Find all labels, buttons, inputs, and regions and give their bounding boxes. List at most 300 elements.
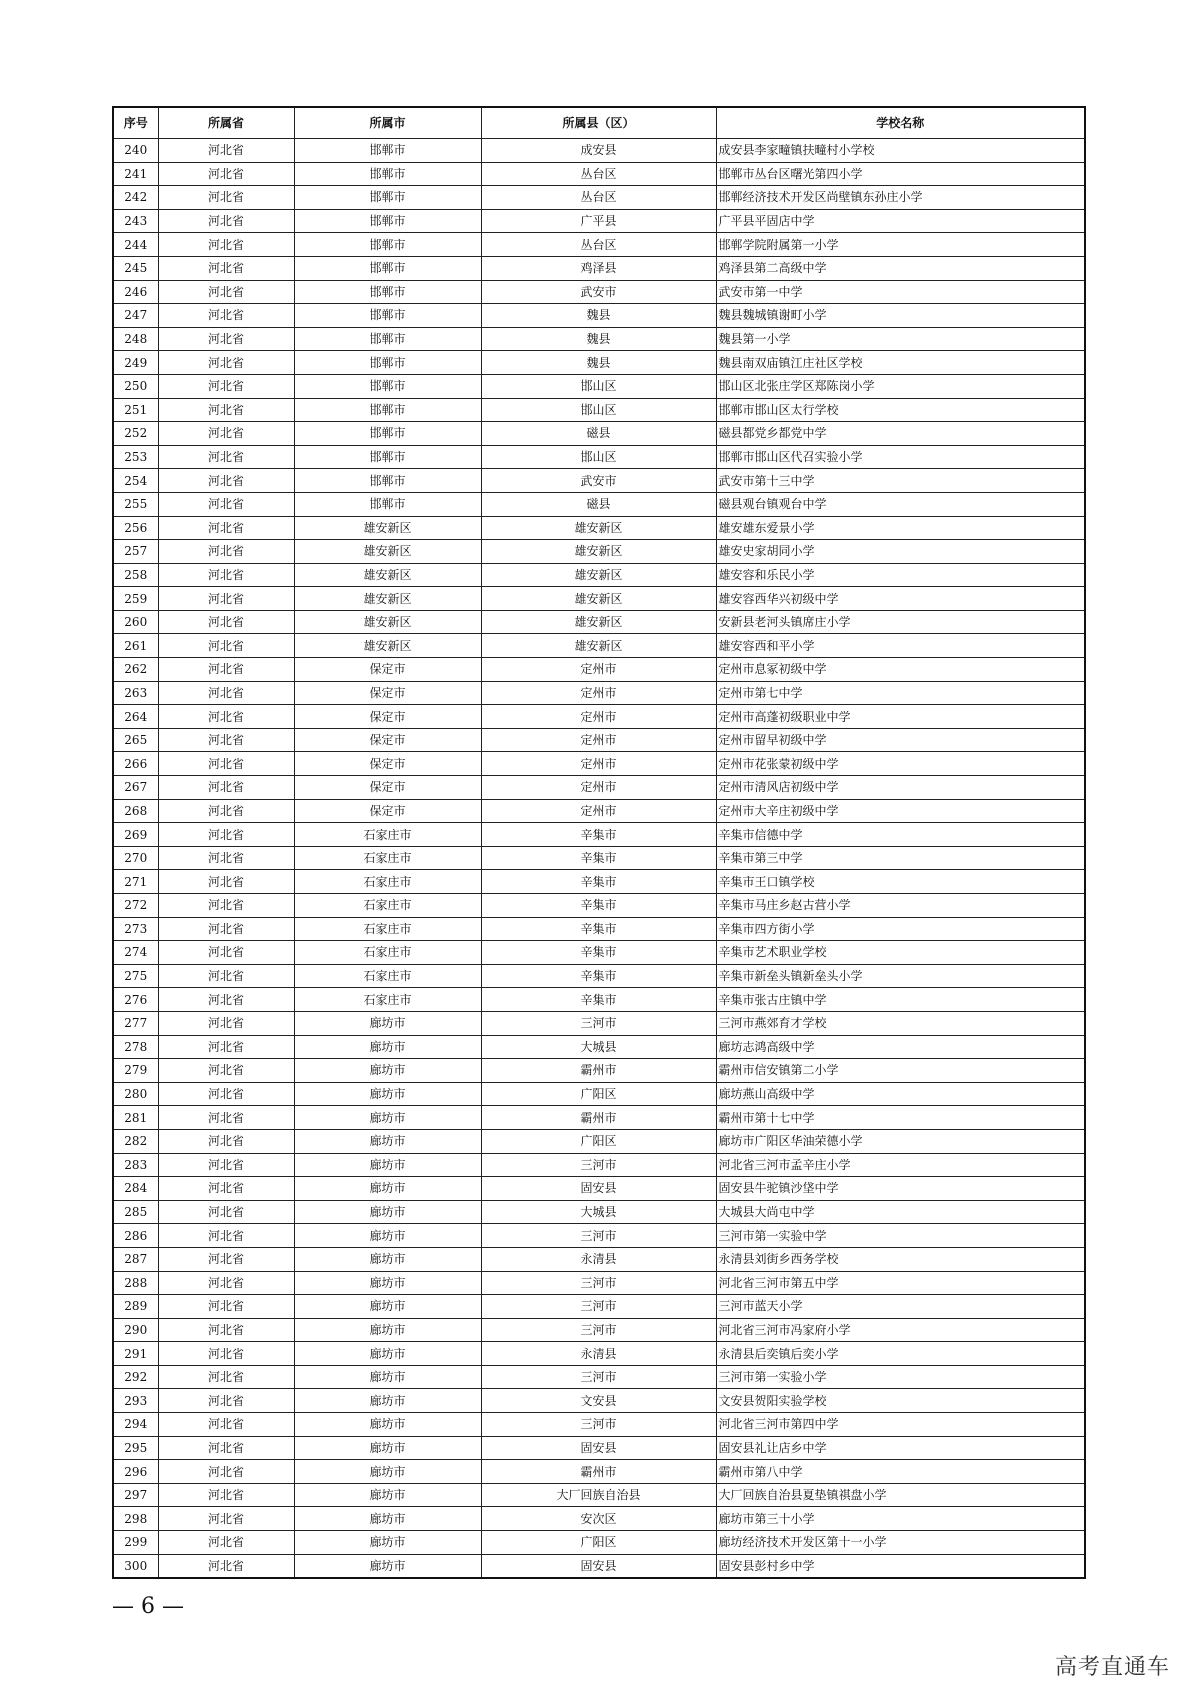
cell-school: 定州市清风店初级中学 (716, 776, 1085, 800)
cell-county: 磁县 (481, 422, 716, 446)
cell-index: 250 (113, 374, 158, 398)
header-county: 所属县（区） (481, 107, 716, 139)
cell-county: 雄安新区 (481, 634, 716, 658)
cell-county: 雄安新区 (481, 587, 716, 611)
cell-province: 河北省 (158, 988, 294, 1012)
cell-school: 魏县魏城镇谢町小学 (716, 304, 1085, 328)
cell-city: 保定市 (294, 681, 481, 705)
cell-index: 245 (113, 256, 158, 280)
cell-index: 270 (113, 846, 158, 870)
cell-province: 河北省 (158, 256, 294, 280)
cell-index: 253 (113, 445, 158, 469)
cell-county: 辛集市 (481, 870, 716, 894)
cell-county: 霸州市 (481, 1460, 716, 1484)
cell-county: 三河市 (481, 1011, 716, 1035)
cell-index: 283 (113, 1153, 158, 1177)
cell-school: 辛集市信德中学 (716, 823, 1085, 847)
cell-city: 廊坊市 (294, 1295, 481, 1319)
cell-county: 定州市 (481, 728, 716, 752)
cell-city: 保定市 (294, 752, 481, 776)
table-row (113, 492, 1085, 516)
table-row (113, 1011, 1085, 1035)
table-row (113, 917, 1085, 941)
cell-index: 268 (113, 799, 158, 823)
table-row (113, 1106, 1085, 1130)
cell-city: 邯郸市 (294, 162, 481, 186)
cell-school: 固安县彭村乡中学 (716, 1554, 1085, 1578)
cell-province: 河北省 (158, 634, 294, 658)
table-row (113, 1554, 1085, 1578)
cell-county: 大厂回族自治县 (481, 1483, 716, 1507)
cell-index: 241 (113, 162, 158, 186)
cell-province: 河北省 (158, 894, 294, 918)
table-row (113, 256, 1085, 280)
table-row (113, 823, 1085, 847)
table-row (113, 1035, 1085, 1059)
cell-city: 邯郸市 (294, 422, 481, 446)
cell-province: 河北省 (158, 327, 294, 351)
cell-province: 河北省 (158, 209, 294, 233)
cell-school: 辛集市新垒头镇新垒头小学 (716, 964, 1085, 988)
table-row (113, 587, 1085, 611)
cell-county: 定州市 (481, 658, 716, 682)
cell-city: 石家庄市 (294, 894, 481, 918)
cell-province: 河北省 (158, 1247, 294, 1271)
cell-school: 大厂回族自治县夏垫镇祺盘小学 (716, 1483, 1085, 1507)
cell-county: 三河市 (481, 1271, 716, 1295)
header-province: 所属省 (158, 107, 294, 139)
cell-city: 保定市 (294, 705, 481, 729)
cell-index: 260 (113, 610, 158, 634)
cell-index: 299 (113, 1531, 158, 1555)
cell-province: 河北省 (158, 799, 294, 823)
cell-school: 永清县后奕镇后奕小学 (716, 1342, 1085, 1366)
cell-province: 河北省 (158, 1129, 294, 1153)
cell-school: 三河市第一实验中学 (716, 1224, 1085, 1248)
cell-index: 276 (113, 988, 158, 1012)
cell-city: 廊坊市 (294, 1271, 481, 1295)
cell-city: 廊坊市 (294, 1059, 481, 1083)
cell-province: 河北省 (158, 1436, 294, 1460)
table-row (113, 351, 1085, 375)
cell-county: 霸州市 (481, 1106, 716, 1130)
cell-city: 邯郸市 (294, 256, 481, 280)
cell-school: 雄安容和乐民小学 (716, 563, 1085, 587)
cell-county: 大城县 (481, 1200, 716, 1224)
cell-school: 辛集市张古庄镇中学 (716, 988, 1085, 1012)
cell-index: 290 (113, 1318, 158, 1342)
cell-city: 雄安新区 (294, 610, 481, 634)
cell-school: 河北省三河市冯家府小学 (716, 1318, 1085, 1342)
cell-school: 廊坊市广阳区华油荣德小学 (716, 1129, 1085, 1153)
cell-school: 辛集市四方街小学 (716, 917, 1085, 941)
cell-province: 河北省 (158, 941, 294, 965)
cell-province: 河北省 (158, 1389, 294, 1413)
cell-index: 263 (113, 681, 158, 705)
table-row (113, 209, 1085, 233)
cell-province: 河北省 (158, 280, 294, 304)
cell-city: 石家庄市 (294, 870, 481, 894)
table-row (113, 327, 1085, 351)
cell-city: 廊坊市 (294, 1460, 481, 1484)
cell-city: 雄安新区 (294, 540, 481, 564)
cell-county: 魏县 (481, 327, 716, 351)
cell-city: 邯郸市 (294, 186, 481, 210)
cell-index: 273 (113, 917, 158, 941)
cell-city: 廊坊市 (294, 1483, 481, 1507)
cell-index: 281 (113, 1106, 158, 1130)
cell-city: 邯郸市 (294, 139, 481, 163)
cell-school: 河北省三河市第四中学 (716, 1413, 1085, 1437)
cell-city: 廊坊市 (294, 1342, 481, 1366)
cell-school: 辛集市艺术职业学校 (716, 941, 1085, 965)
cell-province: 河北省 (158, 658, 294, 682)
cell-county: 魏县 (481, 304, 716, 328)
table-row (113, 1247, 1085, 1271)
cell-county: 固安县 (481, 1436, 716, 1460)
cell-school: 固安县礼让店乡中学 (716, 1436, 1085, 1460)
table-header-row (113, 107, 1085, 139)
cell-city: 廊坊市 (294, 1106, 481, 1130)
cell-city: 雄安新区 (294, 563, 481, 587)
cell-school: 武安市第十三中学 (716, 469, 1085, 493)
cell-city: 邯郸市 (294, 304, 481, 328)
cell-city: 廊坊市 (294, 1531, 481, 1555)
cell-index: 287 (113, 1247, 158, 1271)
cell-province: 河北省 (158, 162, 294, 186)
table-row (113, 1059, 1085, 1083)
cell-school: 雄安雄东爱景小学 (716, 516, 1085, 540)
cell-city: 邯郸市 (294, 233, 481, 257)
cell-index: 298 (113, 1507, 158, 1531)
cell-school: 定州市大辛庄初级中学 (716, 799, 1085, 823)
cell-city: 廊坊市 (294, 1129, 481, 1153)
table-row (113, 445, 1085, 469)
cell-index: 243 (113, 209, 158, 233)
table-row (113, 374, 1085, 398)
cell-county: 武安市 (481, 280, 716, 304)
cell-school: 雄安史家胡同小学 (716, 540, 1085, 564)
cell-index: 297 (113, 1483, 158, 1507)
table-row (113, 988, 1085, 1012)
cell-county: 丛台区 (481, 233, 716, 257)
cell-school: 霸州市第八中学 (716, 1460, 1085, 1484)
table-row (113, 1153, 1085, 1177)
cell-school: 三河市蓝天小学 (716, 1295, 1085, 1319)
table-row (113, 964, 1085, 988)
cell-city: 廊坊市 (294, 1365, 481, 1389)
cell-county: 定州市 (481, 799, 716, 823)
cell-county: 丛台区 (481, 162, 716, 186)
cell-province: 河北省 (158, 1318, 294, 1342)
cell-school: 定州市花张蒙初级中学 (716, 752, 1085, 776)
cell-province: 河北省 (158, 398, 294, 422)
cell-city: 邯郸市 (294, 209, 481, 233)
cell-school: 定州市高蓬初级职业中学 (716, 705, 1085, 729)
table-row (113, 1224, 1085, 1248)
cell-province: 河北省 (158, 610, 294, 634)
cell-index: 295 (113, 1436, 158, 1460)
table-row (113, 469, 1085, 493)
cell-school: 成安县李家疃镇扶疃村小学校 (716, 139, 1085, 163)
cell-school: 文安县贺阳实验学校 (716, 1389, 1085, 1413)
cell-province: 河北省 (158, 516, 294, 540)
header-city: 所属市 (294, 107, 481, 139)
cell-province: 河北省 (158, 846, 294, 870)
cell-county: 三河市 (481, 1318, 716, 1342)
cell-province: 河北省 (158, 917, 294, 941)
table-row (113, 658, 1085, 682)
cell-province: 河北省 (158, 1011, 294, 1035)
cell-index: 292 (113, 1365, 158, 1389)
cell-province: 河北省 (158, 422, 294, 446)
cell-index: 246 (113, 280, 158, 304)
cell-county: 成安县 (481, 139, 716, 163)
cell-city: 廊坊市 (294, 1247, 481, 1271)
cell-province: 河北省 (158, 1177, 294, 1201)
cell-index: 291 (113, 1342, 158, 1366)
cell-city: 廊坊市 (294, 1153, 481, 1177)
table-row (113, 516, 1085, 540)
table-row (113, 1177, 1085, 1201)
cell-city: 廊坊市 (294, 1011, 481, 1035)
cell-city: 廊坊市 (294, 1554, 481, 1578)
cell-province: 河北省 (158, 1035, 294, 1059)
cell-county: 定州市 (481, 752, 716, 776)
cell-city: 廊坊市 (294, 1413, 481, 1437)
table-row (113, 870, 1085, 894)
cell-province: 河北省 (158, 1507, 294, 1531)
cell-school: 魏县南双庙镇江庄社区学校 (716, 351, 1085, 375)
cell-county: 永清县 (481, 1342, 716, 1366)
cell-school: 邯郸市邯山区太行学校 (716, 398, 1085, 422)
table-row (113, 1413, 1085, 1437)
table-row (113, 941, 1085, 965)
cell-index: 293 (113, 1389, 158, 1413)
page-number: — 6 — (112, 1594, 184, 1619)
watermark-logo-text: 高考直通车 (1054, 1655, 1170, 1680)
cell-index: 275 (113, 964, 158, 988)
cell-school: 广平县平固店中学 (716, 209, 1085, 233)
cell-city: 邯郸市 (294, 374, 481, 398)
cell-county: 邯山区 (481, 445, 716, 469)
cell-index: 294 (113, 1413, 158, 1437)
cell-city: 邯郸市 (294, 492, 481, 516)
cell-county: 定州市 (481, 681, 716, 705)
cell-school: 辛集市马庄乡赵古营小学 (716, 894, 1085, 918)
cell-index: 269 (113, 823, 158, 847)
cell-index: 249 (113, 351, 158, 375)
cell-index: 251 (113, 398, 158, 422)
table-row (113, 1082, 1085, 1106)
cell-county: 永清县 (481, 1247, 716, 1271)
table-row (113, 1389, 1085, 1413)
table-row (113, 540, 1085, 564)
table-row (113, 1507, 1085, 1531)
table-row (113, 634, 1085, 658)
cell-county: 辛集市 (481, 917, 716, 941)
cell-county: 魏县 (481, 351, 716, 375)
table-row (113, 233, 1085, 257)
cell-city: 廊坊市 (294, 1224, 481, 1248)
table-row (113, 304, 1085, 328)
table-row (113, 1365, 1085, 1389)
cell-index: 244 (113, 233, 158, 257)
cell-index: 261 (113, 634, 158, 658)
cell-province: 河北省 (158, 870, 294, 894)
cell-province: 河北省 (158, 587, 294, 611)
cell-index: 285 (113, 1200, 158, 1224)
cell-county: 雄安新区 (481, 610, 716, 634)
cell-city: 石家庄市 (294, 846, 481, 870)
table-row (113, 705, 1085, 729)
cell-index: 257 (113, 540, 158, 564)
cell-city: 石家庄市 (294, 988, 481, 1012)
cell-school: 三河市燕郊育才学校 (716, 1011, 1085, 1035)
cell-index: 277 (113, 1011, 158, 1035)
cell-province: 河北省 (158, 445, 294, 469)
cell-city: 保定市 (294, 776, 481, 800)
cell-city: 雄安新区 (294, 634, 481, 658)
cell-index: 280 (113, 1082, 158, 1106)
cell-city: 廊坊市 (294, 1177, 481, 1201)
cell-county: 定州市 (481, 776, 716, 800)
table-row (113, 752, 1085, 776)
table-row (113, 563, 1085, 587)
cell-county: 安次区 (481, 1507, 716, 1531)
table-row (113, 846, 1085, 870)
cell-city: 保定市 (294, 799, 481, 823)
cell-index: 265 (113, 728, 158, 752)
cell-county: 三河市 (481, 1365, 716, 1389)
cell-school: 廊坊市第三十小学 (716, 1507, 1085, 1531)
cell-city: 廊坊市 (294, 1035, 481, 1059)
cell-school: 辛集市王口镇学校 (716, 870, 1085, 894)
cell-index: 256 (113, 516, 158, 540)
table-row (113, 728, 1085, 752)
cell-city: 石家庄市 (294, 964, 481, 988)
cell-school: 雄安容西和平小学 (716, 634, 1085, 658)
cell-county: 三河市 (481, 1224, 716, 1248)
cell-school: 固安县牛驼镇沙垡中学 (716, 1177, 1085, 1201)
cell-school: 邯郸经济技术开发区尚壁镇东孙庄小学 (716, 186, 1085, 210)
cell-city: 邯郸市 (294, 280, 481, 304)
cell-school: 鸡泽县第二高级中学 (716, 256, 1085, 280)
cell-province: 河北省 (158, 1271, 294, 1295)
cell-school: 大城县大尚屯中学 (716, 1200, 1085, 1224)
table-row (113, 1436, 1085, 1460)
cell-county: 邯山区 (481, 374, 716, 398)
cell-county: 磁县 (481, 492, 716, 516)
table-row (113, 1342, 1085, 1366)
cell-index: 247 (113, 304, 158, 328)
table-body (113, 139, 1085, 1579)
cell-city: 邯郸市 (294, 445, 481, 469)
cell-province: 河北省 (158, 374, 294, 398)
cell-school: 磁县都党乡都党中学 (716, 422, 1085, 446)
cell-index: 284 (113, 1177, 158, 1201)
cell-province: 河北省 (158, 540, 294, 564)
table-row (113, 186, 1085, 210)
cell-city: 保定市 (294, 728, 481, 752)
cell-county: 固安县 (481, 1554, 716, 1578)
cell-province: 河北省 (158, 351, 294, 375)
cell-province: 河北省 (158, 705, 294, 729)
table-row (113, 1271, 1085, 1295)
cell-index: 264 (113, 705, 158, 729)
cell-index: 272 (113, 894, 158, 918)
cell-province: 河北省 (158, 776, 294, 800)
cell-province: 河北省 (158, 1295, 294, 1319)
cell-province: 河北省 (158, 1082, 294, 1106)
cell-province: 河北省 (158, 139, 294, 163)
cell-county: 固安县 (481, 1177, 716, 1201)
cell-county: 定州市 (481, 705, 716, 729)
cell-index: 279 (113, 1059, 158, 1083)
table-row (113, 681, 1085, 705)
cell-city: 雄安新区 (294, 587, 481, 611)
cell-school: 武安市第一中学 (716, 280, 1085, 304)
cell-city: 邯郸市 (294, 469, 481, 493)
cell-county: 辛集市 (481, 964, 716, 988)
cell-city: 雄安新区 (294, 516, 481, 540)
cell-county: 文安县 (481, 1389, 716, 1413)
cell-city: 石家庄市 (294, 823, 481, 847)
cell-school: 安新县老河头镇席庄小学 (716, 610, 1085, 634)
cell-school: 邯山区北张庄学区郑陈岗小学 (716, 374, 1085, 398)
cell-province: 河北省 (158, 1554, 294, 1578)
cell-school: 邯郸市丛台区曙光第四小学 (716, 162, 1085, 186)
table-row (113, 799, 1085, 823)
cell-province: 河北省 (158, 186, 294, 210)
cell-province: 河北省 (158, 752, 294, 776)
cell-province: 河北省 (158, 681, 294, 705)
cell-index: 254 (113, 469, 158, 493)
table-row (113, 1483, 1085, 1507)
cell-county: 辛集市 (481, 846, 716, 870)
cell-county: 雄安新区 (481, 516, 716, 540)
cell-county: 三河市 (481, 1413, 716, 1437)
cell-school: 廊坊燕山高级中学 (716, 1082, 1085, 1106)
cell-school: 廊坊经济技术开发区第十一小学 (716, 1531, 1085, 1555)
cell-index: 289 (113, 1295, 158, 1319)
cell-county: 辛集市 (481, 823, 716, 847)
table-row (113, 1295, 1085, 1319)
cell-school: 定州市息冢初级中学 (716, 658, 1085, 682)
school-list-table (112, 106, 1086, 1579)
table-row (113, 776, 1085, 800)
cell-city: 廊坊市 (294, 1082, 481, 1106)
table-row (113, 422, 1085, 446)
cell-school: 定州市第七中学 (716, 681, 1085, 705)
cell-county: 大城县 (481, 1035, 716, 1059)
header-index: 序号 (113, 107, 158, 139)
cell-province: 河北省 (158, 1224, 294, 1248)
table-row (113, 1531, 1085, 1555)
cell-index: 255 (113, 492, 158, 516)
cell-index: 286 (113, 1224, 158, 1248)
cell-index: 267 (113, 776, 158, 800)
cell-school: 魏县第一小学 (716, 327, 1085, 351)
cell-city: 邯郸市 (294, 398, 481, 422)
cell-county: 邯山区 (481, 398, 716, 422)
cell-province: 河北省 (158, 1200, 294, 1224)
cell-school: 辛集市第三中学 (716, 846, 1085, 870)
cell-city: 邯郸市 (294, 327, 481, 351)
cell-index: 300 (113, 1554, 158, 1578)
cell-province: 河北省 (158, 1342, 294, 1366)
cell-city: 廊坊市 (294, 1200, 481, 1224)
